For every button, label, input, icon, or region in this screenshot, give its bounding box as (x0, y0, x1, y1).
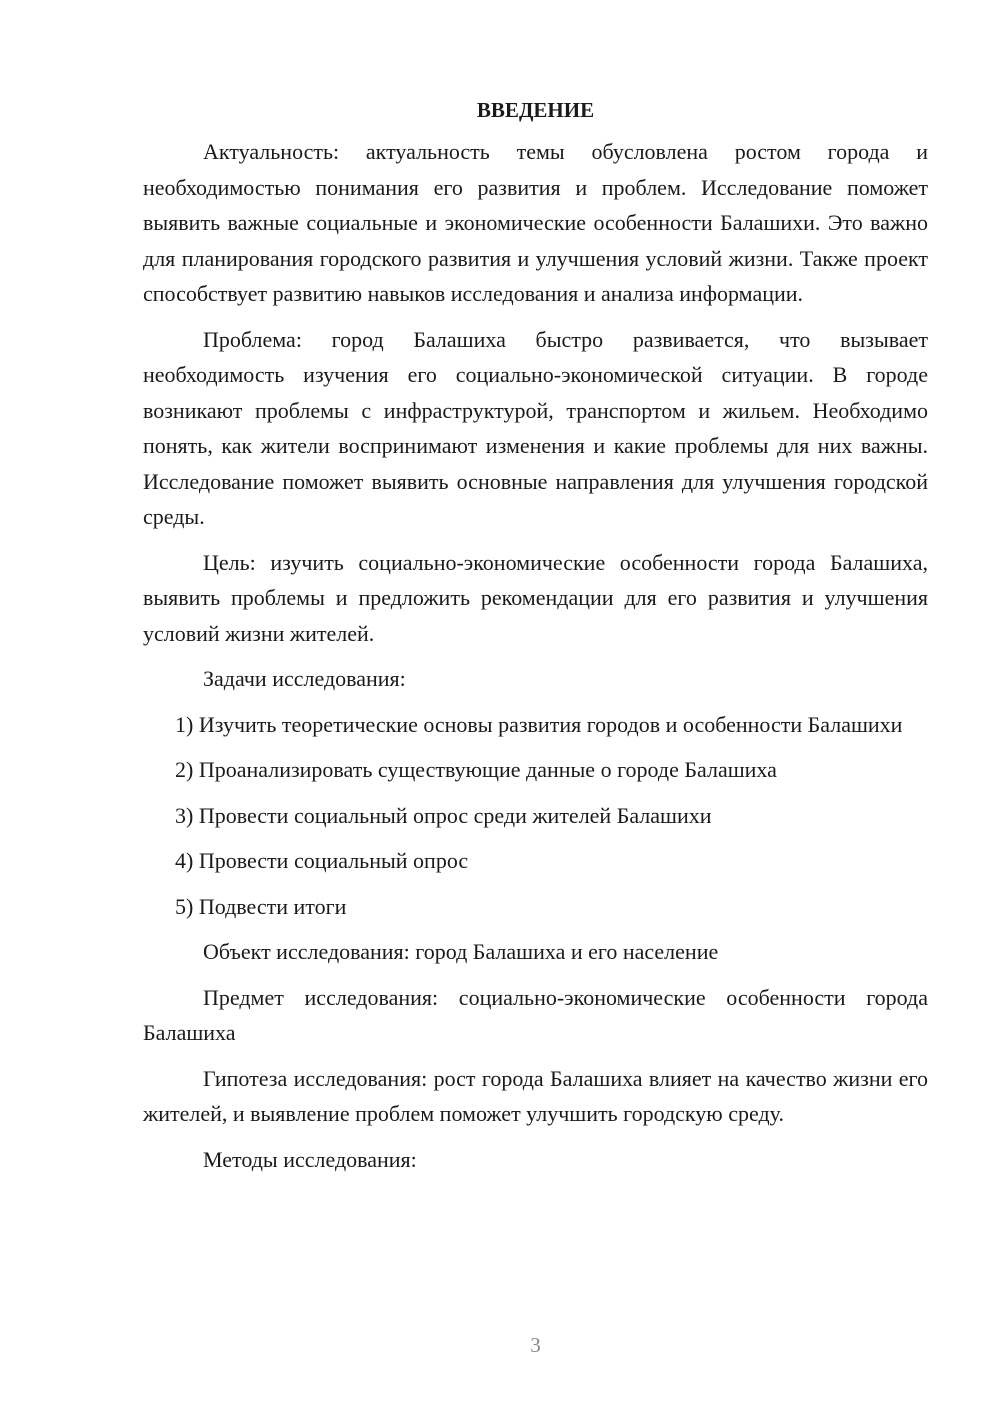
task-item-3: 3) Провести социальный опрос среди жителей Балашихи (175, 802, 712, 828)
problem-paragraph: Проблема: город Балашиха быстро развивается, что вызывает необходимость изучения его социально-экономической ситуации. В городе возникают проблемы с инфраструктурой, транспортом и жильем. Необходимо понять, как жители воспринимают изменения и какие проблемы для них важны. Исследование поможет выявить основные направления для улучшения городской среды. (143, 326, 928, 529)
task-item-2: 2) Проанализировать существующие данные о городе Балашиха (175, 757, 777, 782)
section-heading: ВВЕДЕНИЕ (476, 98, 595, 122)
tasks-title: Задачи исследования: (203, 666, 406, 691)
task-item-5: 5) Подвести итоги (175, 893, 347, 919)
subject-paragraph: Предмет исследования: социально-экономические особенности города Балашиха (143, 984, 928, 1045)
relevance-paragraph: Актуальность: актуальность темы обусловлена ростом города и необходимостью понимания его развития и проблем. Исследование поможет выявить важные социальные и экономические особенности Балашихи. Это важно для планирования городского развития и улучшения условий жизни. Также проект способствует развитию навыков исследования и анализа информации. (143, 139, 928, 306)
page-number: 3 (530, 1333, 541, 1357)
task-item-1: 1) Изучить теоретические основы развития городов и особенности Балашихи (175, 711, 903, 737)
goal-paragraph: Цель: изучить социально-экономические особенности города Балашиха, выявить проблемы и предложить рекомендации для его развития и улучшения условий жизни жителей. (143, 549, 928, 646)
object-paragraph: Объект исследования: город Балашиха и его население (203, 939, 719, 964)
task-item-4: 4) Провести социальный опрос (175, 848, 469, 873)
hypothesis-paragraph: Гипотеза исследования: рост города Балашиха влияет на качество жизни его жителей, и выявление проблем поможет улучшить городскую среду. (143, 1065, 928, 1126)
document-page (143, 92, 928, 1177)
methods-title: Методы исследования: (203, 1146, 417, 1172)
